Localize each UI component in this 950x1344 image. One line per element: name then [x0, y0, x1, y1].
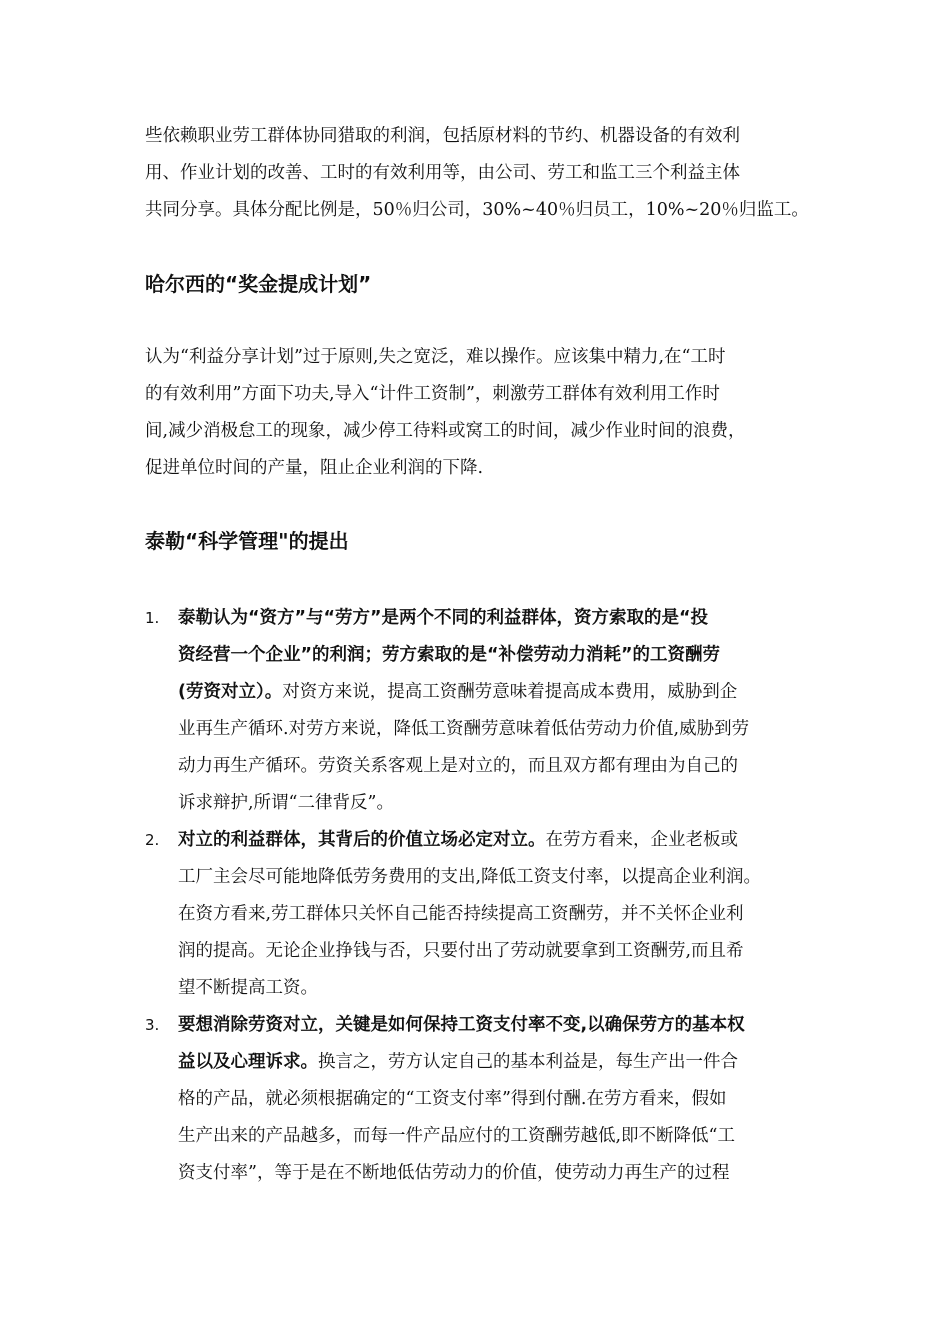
bold-text: 泰勒认为“资方”与“劳方”是两个不同的利益群体，资方索取的是“投	[178, 608, 709, 628]
body-line: 在资方看来,劳工群体只关怀自己能否持续提高工资酬劳，并不关怀企业利	[178, 904, 744, 924]
body-text: 在劳方看来，企业老板或	[545, 830, 738, 850]
halsey-line: 认为“利益分享计划”过于原则,失之宽泛，难以操作。应该集中精力,在“工时	[145, 347, 726, 367]
body-line: 资支付率”，等于是在不断地低估劳动力的价值，使劳动力再生产的过程	[178, 1163, 730, 1183]
taylor-list	[145, 600, 813, 1192]
bold-text: (劳资对立）。	[178, 682, 283, 702]
intro-line: 些依赖职业劳工群体协同猎取的利润，包括原材料的节约、机器设备的有效利	[145, 126, 740, 146]
section-heading-halsey: 哈尔西的“奖金提成计划”	[145, 272, 372, 296]
body-line: 工厂主会尽可能地降低劳务费用的支出,降低工资支付率，以提高企业利润。	[178, 867, 762, 887]
body-line: 格的产品，就必须根据确定的“工资支付率”得到付酬.在劳方看来，假如	[178, 1089, 727, 1109]
section-heading-taylor: 泰勒“科学管理"的提出	[145, 529, 349, 553]
body-line: 润的提高。无论企业挣钱与否，只要付出了劳动就要拿到工资酬劳,而且希	[178, 941, 744, 961]
intro-paragraph	[145, 118, 813, 229]
body-line: 动力再生产循环。劳资关系客观上是对立的，而且双方都有理由为自己的	[178, 756, 738, 776]
halsey-line: 间,减少消极怠工的现象，减少停工待料或窝工的时间，减少作业时间的浪费，	[145, 421, 746, 441]
body-text: 对资方来说，提高工资酬劳意味着提高成本费用，威胁到企	[282, 682, 738, 702]
body-text: 换言之，劳方认定自己的基本利益是，每生产出一件合	[318, 1052, 738, 1072]
list-item	[145, 822, 813, 1007]
body-line: 诉求辩护,所谓“二律背反”。	[178, 793, 394, 813]
list-item	[145, 600, 813, 822]
body-line: 望不断提高工资。	[178, 978, 318, 998]
halsey-line: 的有效利用”方面下功夫,导入“计件工资制”，刺激劳工群体有效利用工作时	[145, 384, 720, 404]
bold-text: 资经营一个企业”的利润；劳方索取的是“补偿劳动力消耗”的工资酬劳	[178, 645, 721, 665]
body-line: 业再生产循环.对劳方来说，降低工资酬劳意味着低估劳动力价值,威胁到劳	[178, 719, 750, 739]
bold-text: 对立的利益群体，其背后的价值立场必定对立。	[178, 830, 546, 850]
halsey-paragraph	[145, 339, 813, 487]
body-line: 生产出来的产品越多，而每一件产品应付的工资酬劳越低,即不断降低“工	[178, 1126, 736, 1146]
intro-line: 用、作业计划的改善、工时的有效利用等，由公司、劳工和监工三个利益主体	[145, 163, 740, 183]
bold-text: 益以及心理诉求。	[178, 1052, 318, 1072]
halsey-line: 促进单位时间的产量，阻止企业利润的下降.	[145, 458, 484, 478]
list-number: 2.	[145, 831, 160, 849]
list-item	[145, 1007, 813, 1192]
intro-line: 共同分享。具体分配比例是，50％归公司，30%~40％归员工，10%~20％归监工。	[145, 200, 809, 220]
list-number: 3.	[145, 1016, 160, 1034]
list-number: 1.	[145, 609, 160, 627]
bold-text: 要想消除劳资对立，关键是如何保持工资支付率不变,以确保劳方的基本权	[178, 1015, 745, 1035]
